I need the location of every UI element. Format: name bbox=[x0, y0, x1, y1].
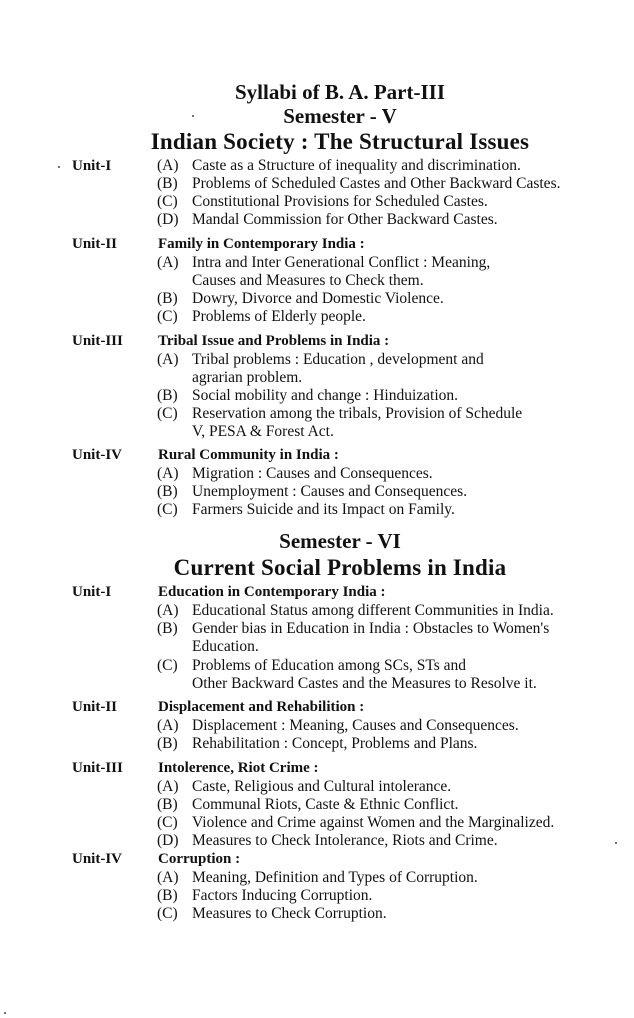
item-letter: (A) bbox=[157, 869, 179, 886]
item-letter: (C) bbox=[157, 905, 178, 922]
item-text-continuation: Education. bbox=[192, 638, 259, 655]
item-text: Rehabilitation : Concept, Problems and Plans. bbox=[192, 735, 478, 752]
unit-heading: Intolerence, Riot Crime : bbox=[158, 760, 319, 776]
scan-speck bbox=[192, 115, 194, 117]
item-letter: (C) bbox=[157, 193, 178, 210]
item-letter: (B) bbox=[157, 483, 178, 500]
scan-speck bbox=[615, 842, 617, 844]
item-letter: (D) bbox=[157, 211, 179, 228]
semester-v-paper-title: Indian Society : The Structural Issues bbox=[150, 129, 530, 154]
scan-speck bbox=[4, 1012, 6, 1014]
item-letter: (B) bbox=[157, 175, 178, 192]
item-text: Reservation among the tribals, Provision of Schedule bbox=[192, 405, 523, 422]
unit-label: Unit-II bbox=[72, 236, 118, 252]
unit-heading: Education in Contemporary India : bbox=[158, 584, 386, 600]
semester-vi-paper-title: Current Social Problems in India bbox=[173, 555, 507, 580]
item-letter: (A) bbox=[157, 351, 179, 368]
item-text: Intra and Inter Generational Conflict : Meaning, bbox=[192, 254, 491, 271]
item-text: Mandal Commission for Other Backward Castes. bbox=[192, 211, 498, 228]
item-letter: (B) bbox=[157, 887, 178, 904]
item-text: Caste as a Structure of inequality and discrimination. bbox=[192, 157, 521, 174]
item-text: Factors Inducing Corruption. bbox=[192, 887, 373, 904]
item-text: Educational Status among different Communities in India. bbox=[192, 602, 554, 619]
item-text: Constitutional Provisions for Scheduled Castes. bbox=[192, 193, 488, 210]
item-text: Problems of Scheduled Castes and Other Backward Castes. bbox=[192, 175, 561, 192]
document-title: Syllabi of B. A. Part-III bbox=[234, 80, 446, 104]
unit-heading: Tribal Issue and Problems in India : bbox=[158, 333, 390, 349]
unit-heading: Corruption : bbox=[158, 851, 241, 867]
item-text: Unemployment : Causes and Consequences. bbox=[192, 483, 468, 500]
item-text: Gender bias in Education in India : Obstacles to Women's bbox=[192, 620, 550, 637]
unit-heading: Displacement and Rehabilition : bbox=[158, 699, 365, 715]
item-text: Displacement : Meaning, Causes and Consequences. bbox=[192, 717, 519, 734]
item-letter: (D) bbox=[157, 832, 179, 849]
item-text: Migration : Causes and Consequences. bbox=[192, 465, 433, 482]
item-text: Social mobility and change : Hinduization. bbox=[192, 387, 459, 404]
item-text: Violence and Crime against Women and the Marginalized. bbox=[192, 814, 555, 831]
item-text: Measures to Check Intolerance, Riots and Crime. bbox=[192, 832, 498, 849]
item-letter: (B) bbox=[157, 290, 178, 307]
unit-label: Unit-III bbox=[72, 333, 123, 349]
item-letter: (C) bbox=[157, 501, 178, 518]
item-letter: (A) bbox=[157, 254, 179, 271]
item-text: Tribal problems : Education , development and bbox=[192, 351, 484, 368]
item-text: Problems of Education among SCs, STs and bbox=[192, 657, 467, 674]
item-text-continuation: V, PESA & Forest Act. bbox=[192, 423, 334, 440]
item-letter: (C) bbox=[157, 814, 178, 831]
item-letter: (A) bbox=[157, 157, 179, 174]
item-letter: (B) bbox=[157, 387, 178, 404]
item-letter: (C) bbox=[157, 308, 178, 325]
item-text: Problems of Elderly people. bbox=[192, 308, 366, 325]
unit-label: Unit-I bbox=[72, 584, 112, 600]
item-text: Dowry, Divorce and Domestic Violence. bbox=[192, 290, 444, 307]
item-letter: (A) bbox=[157, 778, 179, 795]
item-text: Communal Riots, Caste & Ethnic Conflict. bbox=[192, 796, 459, 813]
item-text-continuation: Causes and Measures to Check them. bbox=[192, 272, 424, 289]
unit-label: Unit-IV bbox=[72, 851, 123, 867]
item-letter: (C) bbox=[157, 405, 178, 422]
unit-heading: Rural Community in India : bbox=[158, 447, 339, 463]
item-letter: (A) bbox=[157, 602, 179, 619]
unit-label: Unit-III bbox=[72, 760, 123, 776]
item-letter: (A) bbox=[157, 465, 179, 482]
item-text: Measures to Check Corruption. bbox=[192, 905, 387, 922]
item-letter: (C) bbox=[157, 657, 178, 674]
unit-label: Unit-II bbox=[72, 699, 118, 715]
item-letter: (B) bbox=[157, 620, 178, 637]
semester-v-heading: Semester - V bbox=[283, 104, 397, 128]
scan-speck bbox=[58, 166, 60, 168]
unit-heading: Family in Contemporary India : bbox=[158, 236, 365, 252]
item-text: Meaning, Definition and Types of Corruption. bbox=[192, 869, 478, 886]
semester-vi-heading: Semester - VI bbox=[279, 529, 401, 553]
item-text-continuation: agrarian problem. bbox=[192, 369, 303, 386]
item-text: Caste, Religious and Cultural intolerance. bbox=[192, 778, 452, 795]
item-text-continuation: Other Backward Castes and the Measures to Resolve it. bbox=[192, 675, 537, 692]
unit-label: Unit-I bbox=[72, 158, 112, 174]
item-letter: (A) bbox=[157, 717, 179, 734]
item-text: Farmers Suicide and its Impact on Family. bbox=[192, 501, 455, 518]
unit-label: Unit-IV bbox=[72, 447, 123, 463]
item-letter: (B) bbox=[157, 735, 178, 752]
item-letter: (B) bbox=[157, 796, 178, 813]
